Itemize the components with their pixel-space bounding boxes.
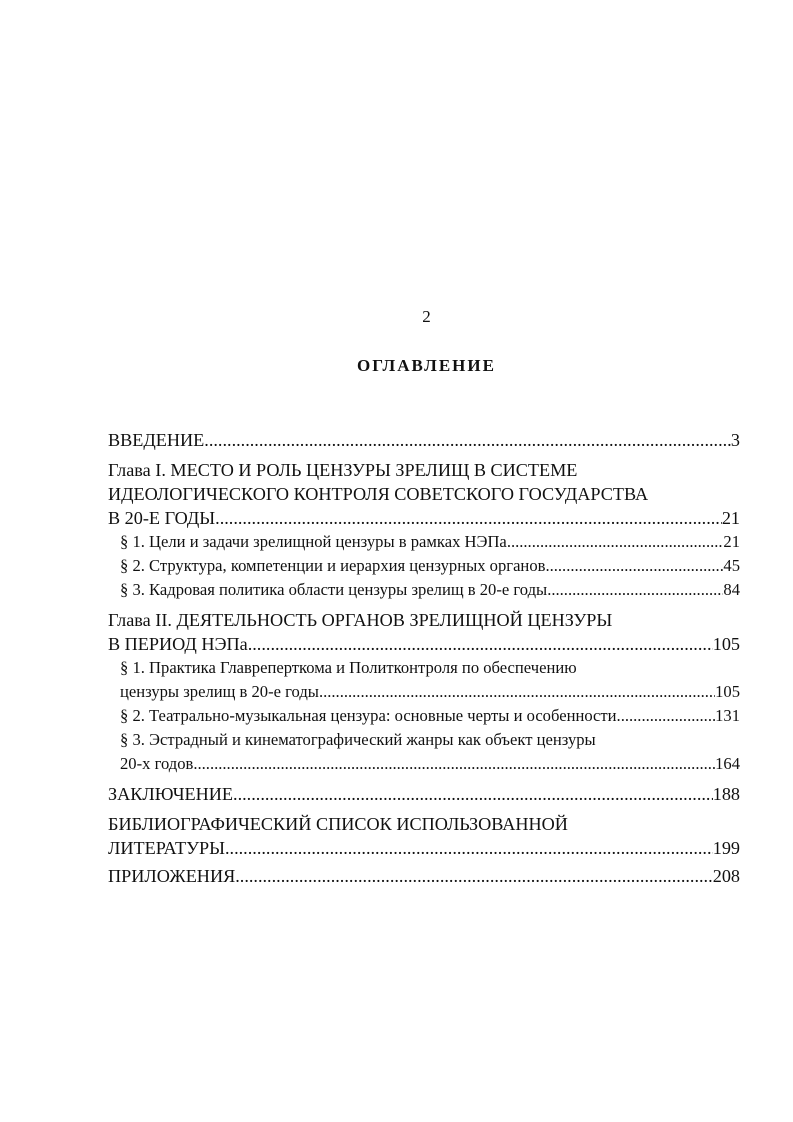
toc-entry-intro xyxy=(108,428,740,452)
toc-section xyxy=(120,752,740,776)
toc-chapter-title-line xyxy=(108,458,740,482)
toc-title: ОГЛАВЛЕНИЕ xyxy=(357,356,496,375)
toc-entry-label: БИБЛИОГРАФИЧЕСКИЙ СПИСОК ИСПОЛЬЗОВАННОЙ xyxy=(108,814,568,834)
dot-leader xyxy=(215,506,722,530)
page-number: 2 xyxy=(422,307,431,326)
toc-section xyxy=(120,554,740,578)
toc-chapter-title-line xyxy=(108,836,740,860)
toc-entry-page: 208 xyxy=(712,866,740,886)
toc-entry-page: 199 xyxy=(712,838,740,858)
toc-entry-page: 21 xyxy=(721,508,740,528)
toc-entry-conclusion xyxy=(108,782,740,806)
toc-chapter-1 xyxy=(108,458,740,602)
toc-section xyxy=(120,680,740,704)
toc-entry-appendix xyxy=(108,864,740,888)
toc-chapter-title-line xyxy=(108,482,740,506)
toc-entry-label: ЗАКЛЮЧЕНИЕ xyxy=(108,784,234,804)
toc-entry-label: В 20-Е ГОДЫ xyxy=(108,508,216,528)
toc-entry-page: 105 xyxy=(712,634,740,654)
toc-section xyxy=(120,578,740,602)
toc-entry-label: ИДЕОЛОГИЧЕСКОГО КОНТРОЛЯ СОВЕТСКОГО ГОСУДАРСТВА xyxy=(108,484,649,504)
toc-section-line xyxy=(120,656,740,680)
toc-entry-label: В ПЕРИОД НЭПа xyxy=(108,634,248,654)
toc-entry-label: цензуры зрелищ в 20-е годы xyxy=(120,682,319,701)
toc-entry-label: Глава I. МЕСТО И РОЛЬ ЦЕНЗУРЫ ЗРЕЛИЩ В СИСТЕМЕ xyxy=(108,460,578,480)
dot-leader xyxy=(193,752,715,776)
toc-entry-page: 188 xyxy=(712,784,740,804)
toc-entry-label: § 1. Практика Главреперткома и Политконтроля по обеспечению xyxy=(120,658,577,677)
toc-section-line xyxy=(120,728,740,752)
toc-entry-page: 131 xyxy=(715,706,740,725)
toc-entry-label: § 1. Цели и задачи зрелищной цензуры в рамках НЭПа xyxy=(120,532,507,551)
toc-entry-page: 3 xyxy=(730,430,740,450)
toc-entry-label: 20-х годов xyxy=(120,754,194,773)
toc-entry-page: 21 xyxy=(723,532,740,551)
toc-chapter-2 xyxy=(108,608,740,776)
dot-leader xyxy=(225,836,713,860)
toc-entry-label: § 3. Эстрадный и кинематографический жанры как объект цензуры xyxy=(120,730,596,749)
toc-chapter-title-line xyxy=(108,608,740,632)
toc-entry-label: ПРИЛОЖЕНИЯ xyxy=(108,866,236,886)
dot-leader xyxy=(507,530,724,554)
toc-entry-label: § 2. Театрально-музыкальная цензура: основные черты и особенности xyxy=(120,706,617,725)
dot-leader xyxy=(547,578,723,602)
toc-entry-bibliography xyxy=(108,812,740,860)
toc-entry-label: § 2. Структура, компетенции и иерархия цензурных органов xyxy=(120,556,546,575)
dot-leader xyxy=(617,704,716,728)
toc-entry-page: 45 xyxy=(723,556,740,575)
toc-section xyxy=(120,704,740,728)
toc-entry-label: § 3. Кадровая политика области цензуры зрелищ в 20-е годы xyxy=(120,580,548,599)
table-of-contents xyxy=(108,428,740,888)
dot-leader xyxy=(248,632,713,656)
toc-chapter-title-line xyxy=(108,812,740,836)
dot-leader xyxy=(204,428,731,452)
toc-entry-page: 164 xyxy=(715,754,740,773)
toc-entry-page: 105 xyxy=(715,682,740,701)
dot-leader xyxy=(233,782,713,806)
toc-entry-page: 84 xyxy=(723,580,740,599)
toc-entry-label: ЛИТЕРАТУРЫ xyxy=(108,838,225,858)
toc-chapter-title-line xyxy=(108,632,740,656)
toc-entry-label: ВВЕДЕНИЕ xyxy=(108,430,205,450)
dot-leader xyxy=(235,864,713,888)
dot-leader xyxy=(319,680,715,704)
toc-entry-label: Глава II. ДЕЯТЕЛЬНОСТЬ ОРГАНОВ ЗРЕЛИЩНОЙ ЦЕНЗУРЫ xyxy=(108,610,613,630)
toc-chapter-title-line xyxy=(108,506,740,530)
toc-section xyxy=(120,530,740,554)
dot-leader xyxy=(545,554,723,578)
